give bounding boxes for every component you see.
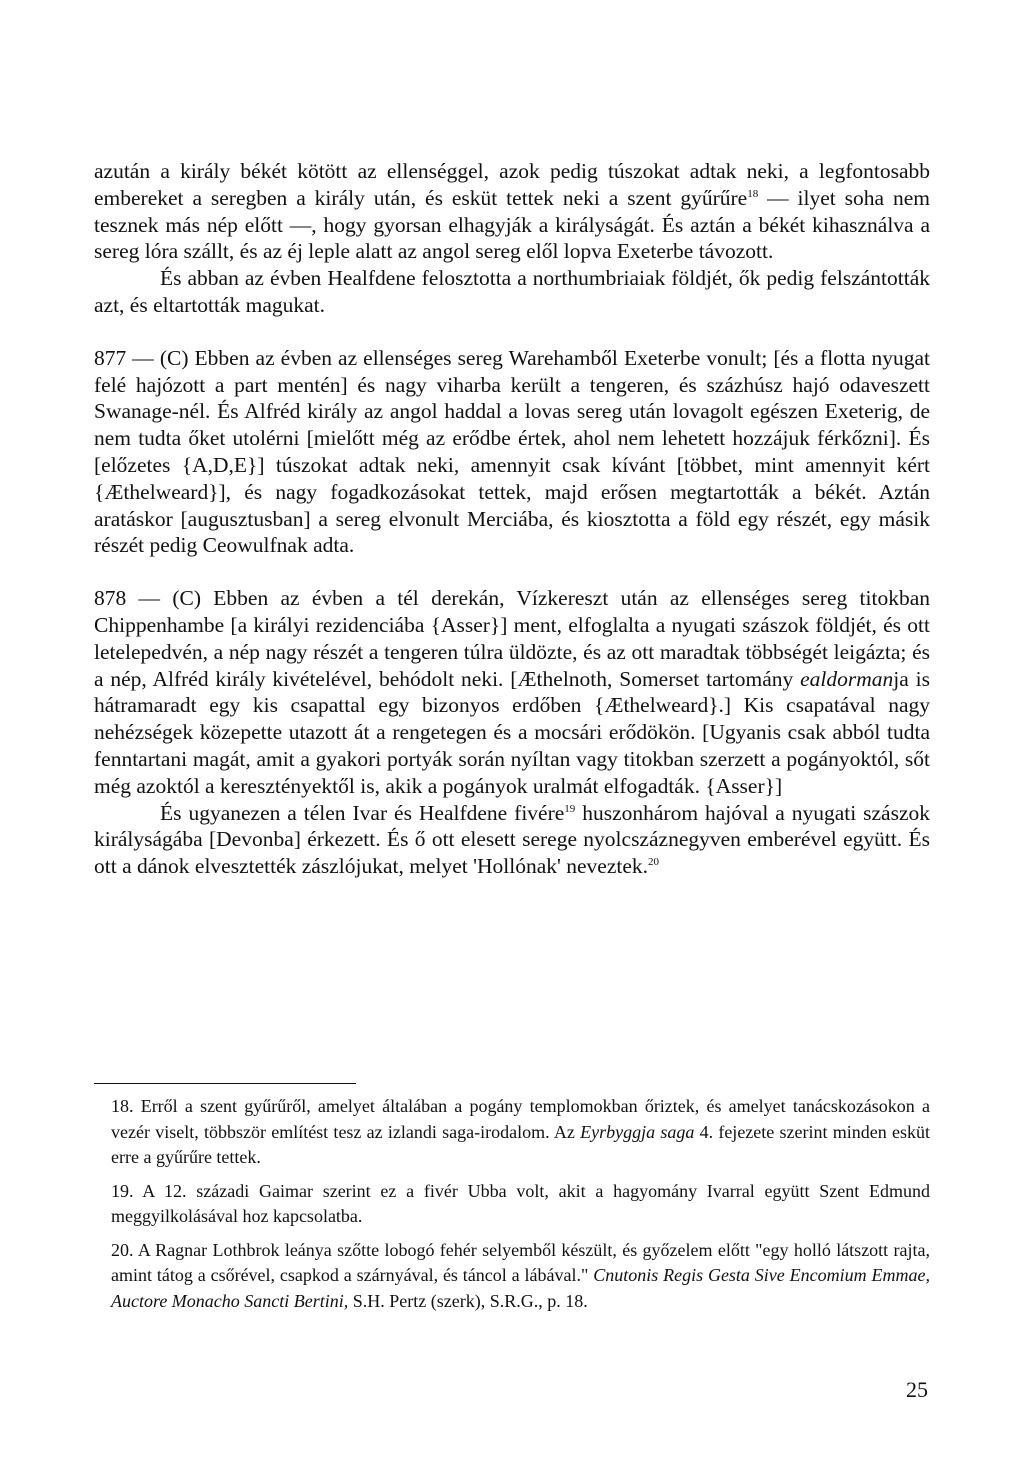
footnote-ref-20[interactable]: 20 — [648, 855, 660, 868]
footnote-text: 20. A Ragnar Lothbrok leánya szőtte lobogó fehér selyemből készült, és győzelem előtt "egy holló látszott rajta, amint tátog a csőrével, csapkod a szárnyával, és táncol a lábával." — [111, 1239, 930, 1285]
paragraph-healfdene: És abban az évben Healfdene felosztotta a northumbriaiak földjét, ők pedig felszántották azt, és eltartották magukat. — [94, 266, 930, 317]
italic-term: ealdorman — [800, 666, 894, 691]
footnote-20 — [111, 1238, 930, 1315]
paragraph-peace — [94, 158, 930, 265]
footnote-text: 4. fejezete szerint minden esküt erre a gyűrűre tettek. — [111, 1121, 930, 1167]
paragraph-text: 878 — (C) Ebben az évben a tél derekán, Vízkereszt után az ellenséges sereg titokban Chippenhambe [a királyi rezidenciába {Asser}] ment, elfoglalta a nyugati szászok földjét, és ott letelepedvén, a nép nagy részét a tengeren túlra üldözte, és az ott maradtak többségét leigázta; és a nép, Alfréd király kivételével, behódolt neki. [Æthelnoth, Somerset tartomány — [94, 586, 930, 691]
page-number: 25 — [906, 1377, 928, 1402]
footnote-19: 19. A 12. századi Gaimar szerint ez a fivér Ubba volt, akit a hagyomány Ivarral együtt Szent Edmund meggyilkolásával hoz kapcsolatba. — [111, 1180, 930, 1226]
entry-878 — [94, 585, 930, 799]
paragraph-text: azután a király békét kötött az ellenséggel, azok pedig túszokat adtak neki, a legfontosabb embereket a seregben a király után, és esküt tettek neki a szent gyűrűre — [94, 159, 930, 210]
paragraph-text: ja is hátramaradt egy kis csapattal egy bizonyos erdőben {Æthelweard}.] Kis csapatával nagy nehézségek közepette utazott át a rengetegen és a mocsári erődökön. [Ugyanis csak abból tudta fenntartani magát, amit a gyakori portyák során nyíltan vagy titokban szerzett a pogányoktól, sőt még azoktól a keresztényektől is, akik a pogányok uralmát elfogadták. {Asser}] — [94, 666, 930, 798]
paragraph-text: És ugyanezen a télen Ivar és Healfdene fivére — [160, 800, 565, 825]
entry-877: 877 — (C) Ebben az évben az ellenséges sereg Warehamből Exeterbe vonult; [és a flotta nyugat felé hajózott a part mentén] és nagy viharba került a tengeren, és százhúsz hajó odaveszett Swanage-nél. És Alfréd király az angol haddal a lovas sereg után lovagolt egészen Exeterig, de nem tudta őket utolérni [mielőtt még az erődbe értek, ahol nem lehetett hozzájuk férkőzni]. És [előzetes {A,D,E}] túszokat adtak neki, amennyit csak kívánt [többet, mint amennyit kért {Æthelweard}], és nagy fogadkozásokat tettek, majd erősen megtartották a békét. Aztán aratáskor [augusztusban] a sereg elvonult Merciába, és kiosztotta a föld egy részét, egy másik részét pedig Ceowulfnak adta. — [94, 345, 930, 558]
italic-title: Eyrbyggja saga — [580, 1121, 695, 1142]
paragraph-text: — ilyet soha nem tesznek más nép előtt —, hogy gyorsan elhagyják a királyságát. És aztán a békét kihasználva a sereg lóra szállt, és az éj leple alatt az angol sereg elől lopva Exeterbe távozott. — [94, 185, 931, 264]
footnote-18 — [111, 1094, 930, 1171]
footnote-ref-19[interactable]: 19 — [564, 802, 576, 815]
footnote-divider — [94, 1083, 356, 1084]
footnotes — [111, 1094, 930, 1322]
italic-title: Cnutonis Regis Gesta Sive Encomium Emmae, Auctore Monacho Sancti Bertini, — [111, 1265, 930, 1311]
paragraph-ivar — [94, 800, 930, 880]
footnote-text: 18. Erről a szent gyűrűről, amelyet általában a pogány templomokban őriztek, és amelyet tanácskozásokon a vezér viselt, többször említést tesz az izlandi saga-irodalom. Az — [111, 1096, 930, 1142]
footnote-text: S.H. Pertz (szerk), S.R.G., p. 18. — [348, 1290, 588, 1311]
footnote-ref-18[interactable]: 18 — [747, 187, 759, 200]
paragraph-text: huszonhárom hajóval a nyugati szászok királyságába [Devonba] érkezett. És ő ott elesett serege nyolcszáznegyven emberével együtt. És ott a dánok elvesztették zászlójukat, melyet 'Hollónak' neveztek. — [94, 800, 930, 879]
page-body — [94, 158, 930, 880]
